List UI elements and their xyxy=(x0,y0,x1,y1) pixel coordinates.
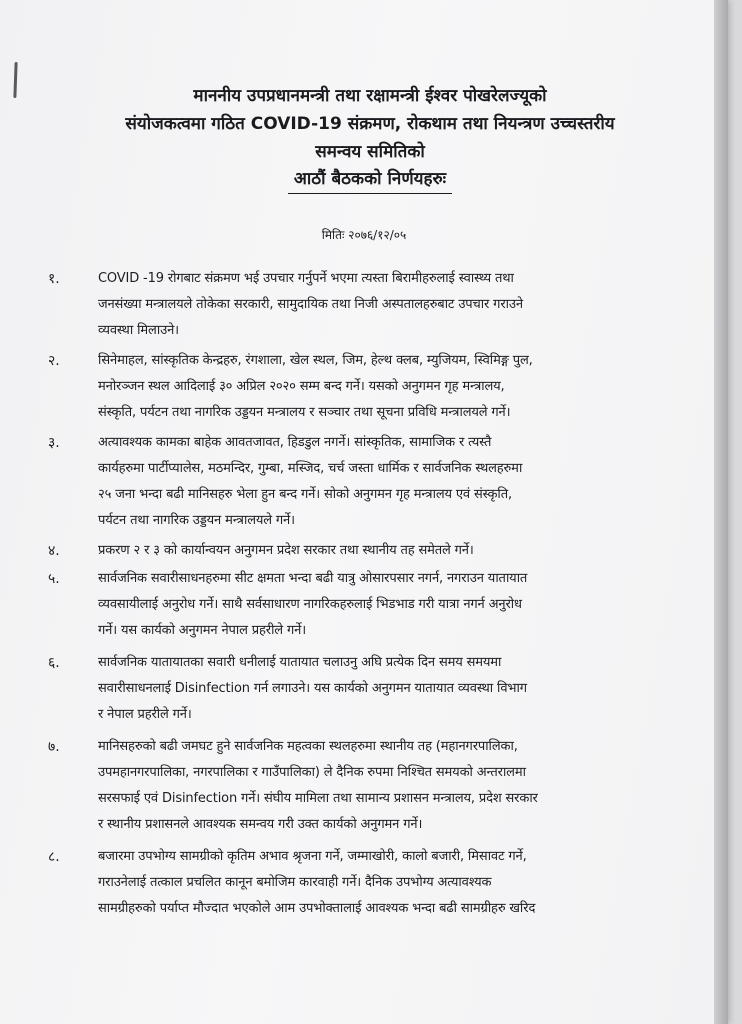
decision-text-line: पर्यटन तथा नागरिक उड्डयन मन्त्रालयले गर्ने। xyxy=(98,513,295,528)
decision-number: ७. xyxy=(48,739,60,755)
decision-item xyxy=(48,566,688,644)
decision-text-line: गराउनेलाई तत्काल प्रचलित कानून बमोजिम कारवाही गर्ने। दैनिक उपभोग्य अत्यावश्यक xyxy=(98,875,492,890)
page-edge xyxy=(714,0,728,1024)
decision-text-line: २५ जना भन्दा बढी मानिसहरु भेला हुन बन्द गर्ने। सोको अनुगमन गृह मन्त्रालय एवं संस्कृति, xyxy=(98,487,512,502)
decision-text-line: र स्थानीय प्रशासनले आवश्यक समन्वय गरी उक्त कार्यको अनुगमन गर्ने। xyxy=(98,817,423,832)
decision-number: २. xyxy=(48,353,60,369)
decision-number: ५. xyxy=(48,571,60,587)
title-line-3: समन्वय समितिको xyxy=(315,142,425,162)
decision-text-line: कार्यहरुमा पार्टीप्यालेस, मठमन्दिर, गुम्बा, मस्जिद, चर्च जस्ता धार्मिक र सार्वजनिक स्थलहरुमा xyxy=(98,461,523,476)
decision-text-line: उपमहानगरपालिका, नगरपालिका र गाउँपालिका) ले दैनिक रुपमा निश्चित समयको अन्तरालमा xyxy=(98,765,526,780)
decision-text-line: सरसफाई एवं Disinfection गर्ने। संघीय मामिला तथा सामान्य प्रशासन मन्त्रालय, प्रदेश सरकार xyxy=(98,791,538,806)
decision-text-line: COVID -19 रोगबाट संक्रमण भई उपचार गर्नुपर्ने भएमा त्यस्ता बिरामीहरुलाई स्वास्थ्य तथा xyxy=(98,271,514,286)
decision-text-line: गर्ने। यस कार्यको अनुगमन नेपाल प्रहरीले गर्ने। xyxy=(98,623,306,638)
decision-item xyxy=(48,266,688,344)
decision-text-line: सवारीसाधनलाई Disinfection गर्न लगाउने। यस कार्यको अनुगमन यातायात व्यवस्था विभाग xyxy=(98,681,527,696)
title-underlined: आठौं बैठकको निर्णयहरुः xyxy=(288,166,452,194)
decision-text-line: मानिसहरुको बढी जमघट हुने सार्वजनिक महत्वका स्थलहरुमा स्थानीय तह (महानगरपालिका, xyxy=(98,739,518,754)
document-date: मितिः २०७६/१२/०५ xyxy=(321,228,407,242)
decision-text-line: सार्वजनिक सवारीसाधनहरुमा सीट क्षमता भन्दा बढी यात्रु ओसारपसार नगर्न, नगराउन यातायात xyxy=(98,571,528,586)
decision-item xyxy=(48,844,688,922)
decision-text-line: व्यवसायीलाई अनुरोध गर्ने। साथै सर्वसाधारण नागरिकहरुलाई भिडभाड गरी यात्रा नगर्न अनुरोध xyxy=(98,597,522,612)
decision-text-line: र नेपाल प्रहरीले गर्ने। xyxy=(98,707,192,722)
decision-number: १. xyxy=(48,271,60,287)
decision-text-line: सिनेमाहल, सांस्कृतिक केन्द्रहरु, रंगशाला, खेल स्थल, जिम, हेल्थ क्लब, म्युजियम, स्विमिङ्ग पुल, xyxy=(98,353,533,368)
decision-number: ६. xyxy=(48,655,60,671)
title-line-1: माननीय उपप्रधानमन्त्री तथा रक्षामन्त्री ईश्वर पोखरेलज्यूको xyxy=(193,86,547,106)
decision-item xyxy=(48,734,688,838)
decision-number: ४. xyxy=(48,543,60,559)
decision-text-line: सामग्रीहरुको पर्याप्त मौज्दात भएकोले आम उपभोक्तालाई आवश्यक भन्दा बढी सामग्रीहरु खरिद xyxy=(98,901,536,916)
decision-text-line: जनसंख्या मन्त्रालयले तोकेका सरकारी, सामुदायिक तथा निजी अस्पतालहरुबाट उपचार गराउने xyxy=(98,297,523,312)
pen-mark xyxy=(13,62,17,98)
decision-number: ८. xyxy=(48,849,60,865)
decision-item xyxy=(48,430,688,534)
decision-text-line: प्रकरण २ र ३ को कार्यान्वयन अनुगमन प्रदेश सरकार तथा स्थानीय तह समेतले गर्ने। xyxy=(98,543,474,558)
decision-item xyxy=(48,348,688,426)
document-title xyxy=(40,82,700,194)
decision-text-line: सार्वजनिक यातायातका सवारी धनीलाई यातायात चलाउनु अघि प्रत्येक दिन समय समयमा xyxy=(98,655,502,670)
decision-text-line: अत्यावश्यक कामका बाहेक आवतजावत, हिडडुल नगर्ने। सांस्कृतिक, सामाजिक र त्यस्तै xyxy=(98,435,492,450)
decision-item xyxy=(48,538,688,564)
decision-item xyxy=(48,650,688,728)
decision-text-line: मनोरञ्जन स्थल आदिलाई ३० अप्रिल २०२० सम्म बन्द गर्ने। यसको अनुगमन गृह मन्त्रालय, xyxy=(98,379,505,394)
decision-text-line: संस्कृति, पर्यटन तथा नागरिक उड्डयन मन्त्रालय र सञ्चार तथा सूचना प्रविधि मन्त्रालयले गर्ने। xyxy=(98,405,511,420)
decision-list xyxy=(48,266,688,926)
decision-number: ३. xyxy=(48,435,60,451)
title-line-2: संयोजकत्वमा गठित COVID-19 संक्रमण, रोकथाम तथा नियन्त्रण उच्चस्तरीय xyxy=(125,114,615,134)
decision-text-line: बजारमा उपभोग्य सामग्रीको कृतिम अभाव श्रृजना गर्ने, जम्माखोरी, कालो बजारी, मिसावट गर्ने, xyxy=(98,849,527,864)
decision-text-line: व्यवस्था मिलाउने। xyxy=(98,323,179,338)
